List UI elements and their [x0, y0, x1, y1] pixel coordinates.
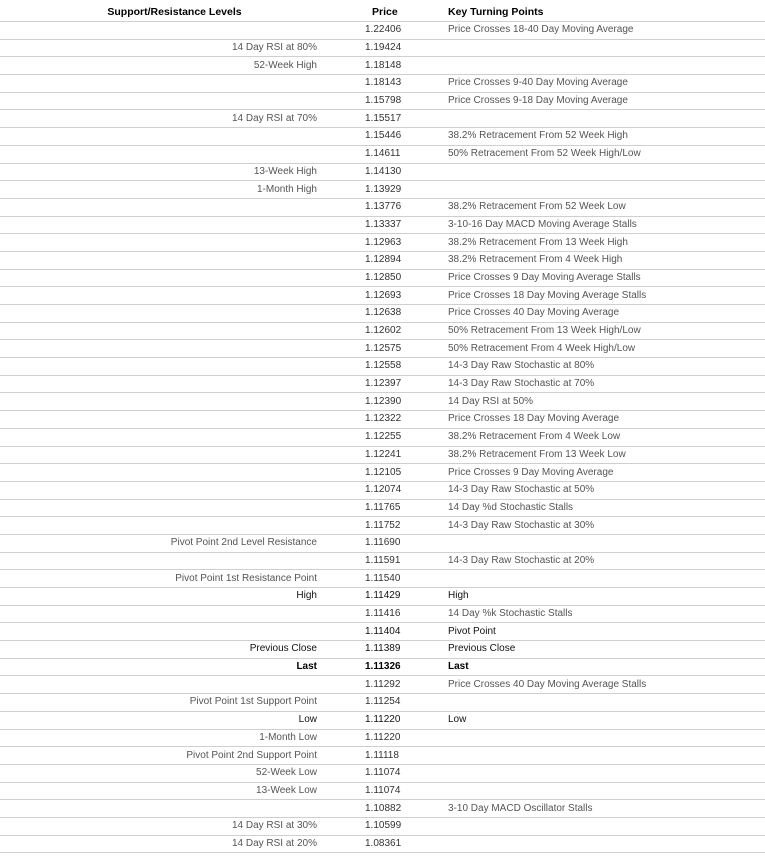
table-row — [0, 446, 765, 464]
turning-point-cell: Pivot Point — [440, 623, 765, 641]
price-cell: 1.12390 — [329, 393, 440, 411]
header-price: Price — [329, 2, 440, 22]
price-cell: 1.12105 — [329, 464, 440, 482]
support-resistance-cell: 52-Week High — [0, 57, 329, 75]
support-resistance-cell: 13-Week High — [0, 163, 329, 181]
turning-point-cell: 38.2% Retracement From 52 Week High — [440, 128, 765, 146]
header-row — [0, 2, 765, 22]
table-row — [0, 517, 765, 535]
price-cell: 1.14611 — [329, 145, 440, 163]
price-cell: 1.12602 — [329, 322, 440, 340]
support-resistance-cell — [0, 92, 329, 110]
table-row — [0, 198, 765, 216]
support-resistance-cell: 14 Day RSI at 20% — [0, 835, 329, 853]
support-resistance-cell — [0, 128, 329, 146]
turning-point-cell: 38.2% Retracement From 13 Week Low — [440, 446, 765, 464]
support-resistance-cell — [0, 464, 329, 482]
table-row — [0, 641, 765, 659]
support-resistance-cell: 52-Week Low — [0, 764, 329, 782]
turning-point-cell: Price Crosses 9 Day Moving Average Stalls — [440, 269, 765, 287]
support-resistance-cell: 13-Week Low — [0, 782, 329, 800]
turning-point-cell: 38.2% Retracement From 4 Week Low — [440, 428, 765, 446]
price-cell: 1.12241 — [329, 446, 440, 464]
support-resistance-cell — [0, 393, 329, 411]
price-cell: 1.12575 — [329, 340, 440, 358]
support-resistance-cell: 14 Day RSI at 80% — [0, 39, 329, 57]
table-row — [0, 269, 765, 287]
table-row — [0, 588, 765, 606]
table-row — [0, 92, 765, 110]
support-resistance-cell — [0, 322, 329, 340]
support-resistance-cell: 1-Month High — [0, 181, 329, 199]
support-resistance-cell — [0, 145, 329, 163]
table-row — [0, 729, 765, 747]
turning-point-cell — [440, 57, 765, 75]
support-resistance-cell: High — [0, 588, 329, 606]
support-resistance-cell — [0, 481, 329, 499]
turning-point-cell: 14-3 Day Raw Stochastic at 30% — [440, 517, 765, 535]
table-row — [0, 128, 765, 146]
support-resistance-cell — [0, 552, 329, 570]
support-resistance-cell: 14 Day RSI at 70% — [0, 110, 329, 128]
turning-point-cell: Price Crosses 40 Day Moving Average Stalls — [440, 676, 765, 694]
table-row — [0, 570, 765, 588]
turning-point-cell: 50% Retracement From 4 Week High/Low — [440, 340, 765, 358]
price-cell: 1.11220 — [329, 729, 440, 747]
support-resistance-cell — [0, 198, 329, 216]
turning-point-cell: Price Crosses 40 Day Moving Average — [440, 305, 765, 323]
turning-point-cell — [440, 835, 765, 853]
price-cell: 1.11118 — [329, 747, 440, 765]
support-resistance-cell: 1-Month Low — [0, 729, 329, 747]
table-row — [0, 358, 765, 376]
table-row — [0, 110, 765, 128]
turning-point-cell: Previous Close — [440, 641, 765, 659]
price-cell: 1.11254 — [329, 694, 440, 712]
table-row — [0, 340, 765, 358]
turning-point-cell — [440, 747, 765, 765]
turning-point-cell: 14-3 Day Raw Stochastic at 70% — [440, 375, 765, 393]
price-cell: 1.12322 — [329, 411, 440, 429]
turning-point-cell: High — [440, 588, 765, 606]
turning-point-cell: Low — [440, 711, 765, 729]
support-resistance-cell — [0, 269, 329, 287]
header-key-turning-points: Key Turning Points — [440, 2, 765, 22]
price-cell: 1.10599 — [329, 817, 440, 835]
table-row — [0, 322, 765, 340]
table-row — [0, 251, 765, 269]
support-resistance-cell: Last — [0, 658, 329, 676]
table-body — [0, 22, 765, 853]
price-cell: 1.11404 — [329, 623, 440, 641]
support-resistance-cell — [0, 251, 329, 269]
price-cell: 1.12850 — [329, 269, 440, 287]
support-resistance-cell — [0, 287, 329, 305]
turning-point-cell: 50% Retracement From 52 Week High/Low — [440, 145, 765, 163]
turning-point-cell — [440, 110, 765, 128]
support-resistance-cell — [0, 676, 329, 694]
price-cell: 1.12894 — [329, 251, 440, 269]
turning-point-cell: 38.2% Retracement From 13 Week High — [440, 234, 765, 252]
turning-point-cell: Price Crosses 18 Day Moving Average Stalls — [440, 287, 765, 305]
support-resistance-cell — [0, 234, 329, 252]
table-row — [0, 464, 765, 482]
price-cell: 1.08361 — [329, 835, 440, 853]
support-resistance-cell — [0, 340, 329, 358]
price-cell: 1.11074 — [329, 764, 440, 782]
turning-point-cell — [440, 694, 765, 712]
table-row — [0, 22, 765, 40]
table-row — [0, 552, 765, 570]
price-cell: 1.11765 — [329, 499, 440, 517]
support-resistance-cell — [0, 605, 329, 623]
price-cell: 1.13929 — [329, 181, 440, 199]
table-row — [0, 428, 765, 446]
price-cell: 1.13337 — [329, 216, 440, 234]
turning-point-cell: 38.2% Retracement From 52 Week Low — [440, 198, 765, 216]
price-cell: 1.12397 — [329, 375, 440, 393]
turning-point-cell: Price Crosses 9 Day Moving Average — [440, 464, 765, 482]
turning-point-cell: 3-10 Day MACD Oscillator Stalls — [440, 800, 765, 818]
turning-point-cell — [440, 163, 765, 181]
turning-point-cell: Price Crosses 18-40 Day Moving Average — [440, 22, 765, 40]
table-row — [0, 711, 765, 729]
support-resistance-cell — [0, 305, 329, 323]
price-cell: 1.11752 — [329, 517, 440, 535]
price-cell: 1.12255 — [329, 428, 440, 446]
price-cell: 1.15517 — [329, 110, 440, 128]
price-cell: 1.11389 — [329, 641, 440, 659]
price-cell: 1.11074 — [329, 782, 440, 800]
table-row — [0, 658, 765, 676]
price-cell: 1.11591 — [329, 552, 440, 570]
price-cell: 1.11220 — [329, 711, 440, 729]
support-resistance-cell — [0, 428, 329, 446]
price-cell: 1.12558 — [329, 358, 440, 376]
price-cell: 1.18148 — [329, 57, 440, 75]
table-row — [0, 375, 765, 393]
support-resistance-cell: Pivot Point 1st Support Point — [0, 694, 329, 712]
table-row — [0, 181, 765, 199]
table-row — [0, 835, 765, 853]
turning-point-cell: 14-3 Day Raw Stochastic at 50% — [440, 481, 765, 499]
turning-point-cell — [440, 534, 765, 552]
table-row — [0, 782, 765, 800]
table-row — [0, 163, 765, 181]
table-row — [0, 481, 765, 499]
turning-point-cell: 14 Day %d Stochastic Stalls — [440, 499, 765, 517]
support-resistance-cell: Low — [0, 711, 329, 729]
support-resistance-cell: 14 Day RSI at 30% — [0, 817, 329, 835]
turning-point-cell: 14 Day RSI at 50% — [440, 393, 765, 411]
price-cell: 1.18143 — [329, 75, 440, 93]
table-row — [0, 287, 765, 305]
table-row — [0, 411, 765, 429]
price-cell: 1.12074 — [329, 481, 440, 499]
support-resistance-cell — [0, 623, 329, 641]
price-cell: 1.11429 — [329, 588, 440, 606]
support-resistance-cell: Previous Close — [0, 641, 329, 659]
turning-point-cell: Price Crosses 9-18 Day Moving Average — [440, 92, 765, 110]
table-row — [0, 57, 765, 75]
price-cell: 1.11690 — [329, 534, 440, 552]
table-row — [0, 800, 765, 818]
support-resistance-cell — [0, 22, 329, 40]
turning-point-cell: Price Crosses 18 Day Moving Average — [440, 411, 765, 429]
support-resistance-cell: Pivot Point 1st Resistance Point — [0, 570, 329, 588]
table-row — [0, 676, 765, 694]
price-cell: 1.13776 — [329, 198, 440, 216]
table-row — [0, 534, 765, 552]
turning-point-cell — [440, 39, 765, 57]
table-row — [0, 817, 765, 835]
price-cell: 1.19424 — [329, 39, 440, 57]
support-resistance-cell: Pivot Point 2nd Support Point — [0, 747, 329, 765]
price-cell: 1.11292 — [329, 676, 440, 694]
support-resistance-cell — [0, 75, 329, 93]
support-resistance-cell — [0, 499, 329, 517]
support-resistance-cell — [0, 446, 329, 464]
price-cell: 1.22406 — [329, 22, 440, 40]
price-cell: 1.12693 — [329, 287, 440, 305]
support-resistance-cell — [0, 517, 329, 535]
turning-point-cell: Price Crosses 9-40 Day Moving Average — [440, 75, 765, 93]
price-cell: 1.15446 — [329, 128, 440, 146]
table-row — [0, 499, 765, 517]
turning-point-cell — [440, 729, 765, 747]
turning-point-cell: 3-10-16 Day MACD Moving Average Stalls — [440, 216, 765, 234]
turning-point-cell: 50% Retracement From 13 Week High/Low — [440, 322, 765, 340]
support-resistance-cell — [0, 216, 329, 234]
turning-point-cell — [440, 782, 765, 800]
table-row — [0, 305, 765, 323]
turning-point-cell — [440, 764, 765, 782]
price-cell: 1.11540 — [329, 570, 440, 588]
table-row — [0, 747, 765, 765]
header-support-resistance: Support/Resistance Levels — [0, 2, 329, 22]
table-row — [0, 393, 765, 411]
table-row — [0, 145, 765, 163]
table-row — [0, 234, 765, 252]
turning-points-table — [0, 2, 765, 853]
table-row — [0, 623, 765, 641]
price-cell: 1.15798 — [329, 92, 440, 110]
table-row — [0, 39, 765, 57]
support-resistance-cell — [0, 800, 329, 818]
support-resistance-cell: Pivot Point 2nd Level Resistance — [0, 534, 329, 552]
price-cell: 1.12963 — [329, 234, 440, 252]
turning-point-cell: 14 Day %k Stochastic Stalls — [440, 605, 765, 623]
price-cell: 1.11326 — [329, 658, 440, 676]
support-resistance-cell — [0, 375, 329, 393]
price-cell: 1.14130 — [329, 163, 440, 181]
turning-point-cell — [440, 570, 765, 588]
turning-point-cell — [440, 181, 765, 199]
turning-point-cell: Last — [440, 658, 765, 676]
table-row — [0, 216, 765, 234]
table-row — [0, 605, 765, 623]
table-row — [0, 75, 765, 93]
price-cell: 1.11416 — [329, 605, 440, 623]
turning-point-cell — [440, 817, 765, 835]
turning-point-cell: 38.2% Retracement From 4 Week High — [440, 251, 765, 269]
table-row — [0, 764, 765, 782]
support-resistance-cell — [0, 411, 329, 429]
turning-point-cell: 14-3 Day Raw Stochastic at 20% — [440, 552, 765, 570]
price-cell: 1.12638 — [329, 305, 440, 323]
table-row — [0, 694, 765, 712]
price-cell: 1.10882 — [329, 800, 440, 818]
support-resistance-cell — [0, 358, 329, 376]
turning-point-cell: 14-3 Day Raw Stochastic at 80% — [440, 358, 765, 376]
